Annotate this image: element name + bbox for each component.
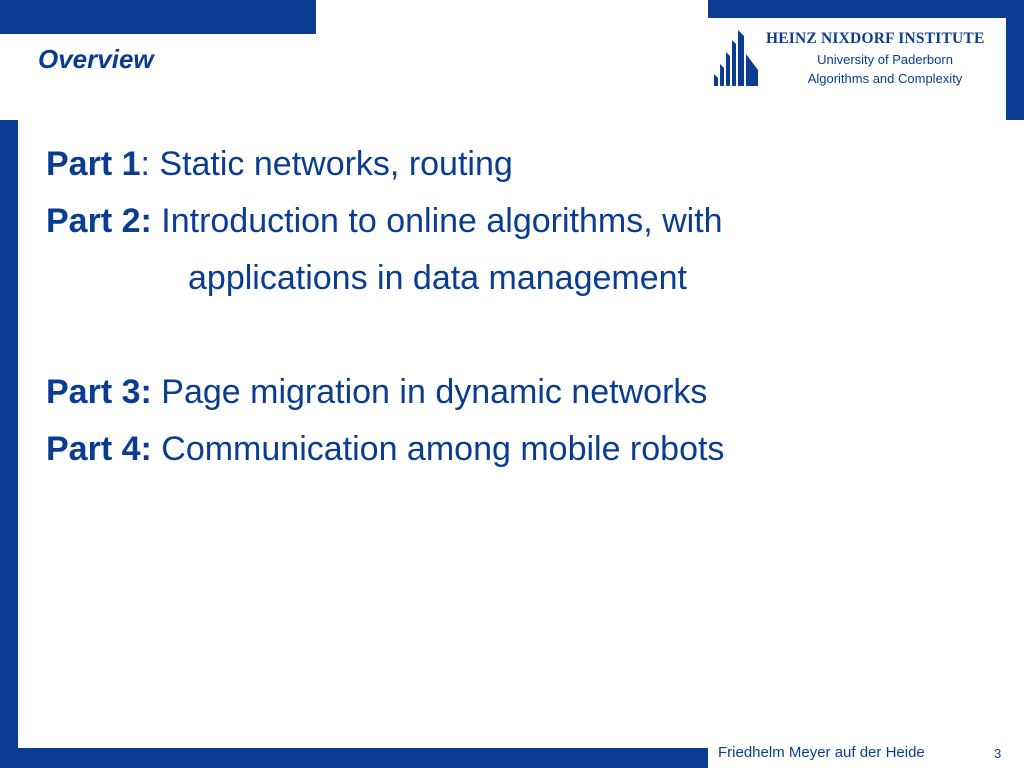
- part-3-label: Part 3:: [46, 373, 152, 411]
- left-frame-bar: [0, 120, 18, 768]
- part-2-label: Part 2:: [46, 202, 152, 240]
- institute-name: HEINZ NIXDORF INSTITUTE: [766, 30, 985, 47]
- part-2-line: [46, 202, 723, 241]
- part-3-text: Page migration in dynamic networks: [151, 373, 708, 411]
- part-2-continuation: [188, 259, 687, 298]
- part-2-continuation-text: applications in data management: [188, 259, 687, 297]
- part-4-label: Part 4:: [46, 430, 152, 468]
- slide-title: Overview: [38, 44, 154, 74]
- part-3-line: [46, 373, 707, 412]
- part-1-label: Part 1: [46, 145, 141, 183]
- department-name: Algorithms and Complexity: [807, 71, 963, 86]
- part-4-text: Communication among mobile robots: [151, 430, 725, 468]
- part-1-text: : Static networks, routing: [140, 145, 513, 183]
- header-frame-top: [708, 0, 1024, 18]
- page-number: 3: [994, 746, 1002, 761]
- header-frame-right: [1006, 0, 1024, 120]
- footer-frame: [0, 0, 316, 34]
- nixdorf-logo-icon: [714, 30, 758, 86]
- footer-author: Friedhelm Meyer auf der Heide: [718, 744, 925, 761]
- part-4-line: [46, 430, 724, 469]
- university-name: University of Paderborn: [817, 52, 953, 67]
- part-2-text: Introduction to online algorithms, with: [151, 202, 723, 240]
- part-1-line: [46, 145, 513, 184]
- bottom-frame-bar: [0, 748, 708, 768]
